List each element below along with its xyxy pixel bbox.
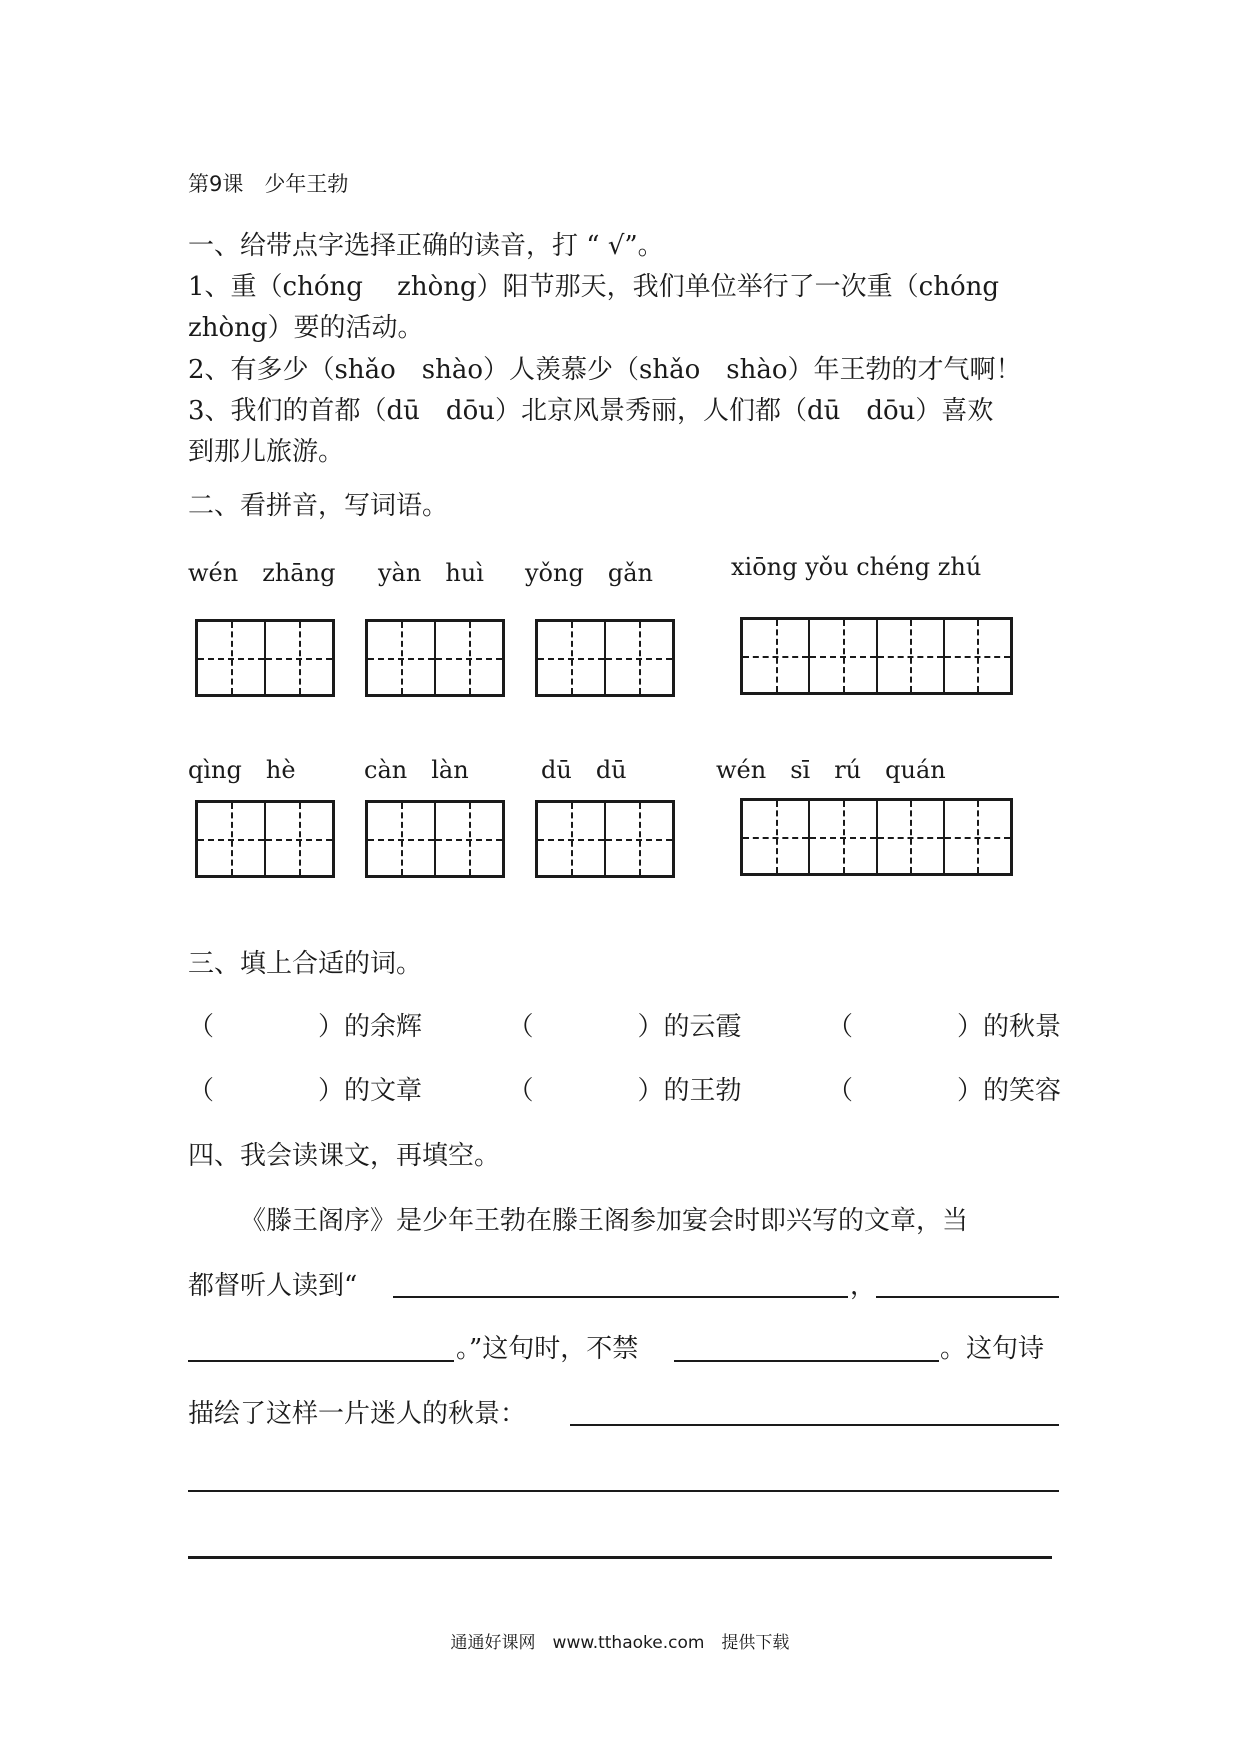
section1-line-4: 3、我们的首都（dū dōu）北京风景秀丽，人们都（dū dōu）喜欢 — [188, 396, 994, 426]
writing-grid-yanhui[interactable] — [365, 619, 505, 697]
fill-blank-yunxia[interactable]: （ ）的云霞 — [507, 1012, 742, 1042]
writing-grid-wensiruquan[interactable] — [740, 798, 1013, 876]
answer-blank-5[interactable] — [570, 1424, 1059, 1426]
section1-line-3: 2、有多少（shǎo shào）人羡慕少（shǎo shào）年王勃的才气啊！ — [188, 355, 1022, 385]
pinyin-yanhui: yàn huì — [378, 559, 484, 587]
pinyin-wenzhang: wén zhāng — [188, 559, 336, 587]
section4-line-3-mid: 。”这句时，不禁 — [456, 1334, 639, 1364]
section1-line-2: zhòng）要的活动。 — [188, 313, 424, 343]
fill-row-1 — [188, 1006, 1061, 1043]
writing-grid-wenzhang[interactable] — [195, 619, 335, 697]
writing-grid-dudu[interactable] — [535, 800, 675, 878]
answer-blank-3[interactable] — [188, 1360, 454, 1362]
section4-line-2-prefix: 都督听人读到“ — [188, 1271, 358, 1301]
fill-blank-wangbo[interactable]: （ ）的王勃 — [507, 1076, 742, 1106]
fill-blank-xiaorong[interactable]: （ ）的笑容 — [826, 1076, 1061, 1106]
section4-line-4: 描绘了这样一片迷人的秋景： — [188, 1399, 527, 1429]
pinyin-wensiruquan: wén sī rú quán — [716, 756, 946, 784]
writing-grid-qinghe[interactable] — [195, 800, 335, 878]
writing-grid-xiongyouchengzhu[interactable] — [740, 617, 1013, 695]
fill-blank-yuhui[interactable]: （ ）的余辉 — [188, 1012, 423, 1042]
section4-line-2-comma: ， — [850, 1271, 877, 1301]
fill-row-2 — [188, 1070, 1061, 1107]
section4-line-1: 《滕王阁序》是少年王勃在滕王阁参加宴会时即兴写的文章，当 — [240, 1206, 969, 1236]
pinyin-qinghe: qìng hè — [188, 756, 296, 784]
pinyin-yonggan: yǒng gǎn — [525, 559, 653, 587]
answer-blank-1[interactable] — [393, 1296, 848, 1298]
pinyin-xiongyouchengzhu: xiōng yǒu chéng zhú — [731, 553, 982, 581]
writing-grid-yonggan[interactable] — [535, 619, 675, 697]
section1-line-5: 到那儿旅游。 — [188, 437, 345, 467]
answer-line-6[interactable] — [188, 1490, 1059, 1492]
fill-blank-qiujing[interactable]: （ ）的秋景 — [826, 1012, 1061, 1042]
lesson-title: 第9课 少年王勃 — [188, 172, 349, 196]
pinyin-dudu: dū dū — [541, 756, 627, 784]
pinyin-canlan: càn làn — [364, 756, 469, 784]
fill-blank-wenzhang[interactable]: （ ）的文章 — [188, 1076, 423, 1106]
section1-heading: 一、给带点字选择正确的读音，打 “ √”。 — [188, 231, 664, 261]
answer-line-7[interactable] — [188, 1556, 1052, 1559]
section2-heading: 二、看拼音，写词语。 — [188, 491, 449, 521]
section4-line-3-end: 。这句诗 — [940, 1334, 1045, 1364]
footer-source: 通通好课网 www.tthaoke.com 提供下载 — [450, 1633, 790, 1653]
section4-heading: 四、我会读课文，再填空。 — [188, 1141, 501, 1171]
answer-blank-4[interactable] — [674, 1360, 939, 1362]
section1-line-1: 1、重（chóng zhòng）阳节那天，我们单位举行了一次重（chóng — [188, 272, 999, 302]
answer-blank-2[interactable] — [876, 1296, 1059, 1298]
section3-heading: 三、填上合适的词。 — [188, 949, 423, 979]
writing-grid-canlan[interactable] — [365, 800, 505, 878]
